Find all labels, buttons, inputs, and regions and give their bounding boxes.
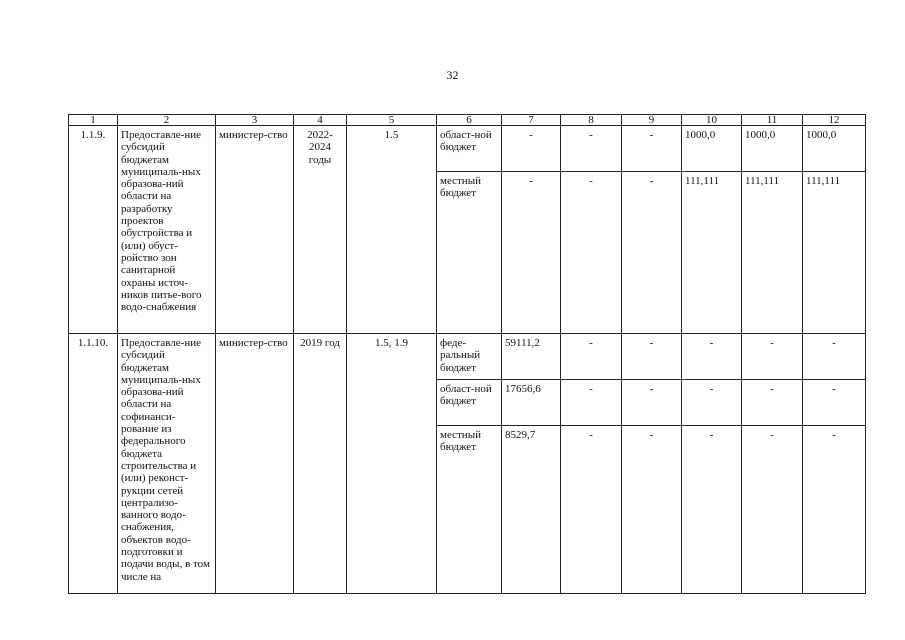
row-description: Предоставле-ние субсидий бюджетам муниципаль-ных образова-ний области на софинанси-рование из федерального бюджета строительства и (или) реконст-рукции сетей централизо-ванного водо-снабжения, объектов водо-подготовки и подачи воды, в том числе на [118, 334, 216, 594]
value-cell: - [502, 172, 561, 334]
value-cell: 111,111 [742, 172, 803, 334]
value-cell: - [622, 126, 682, 172]
row-description: Предоставле-ние субсидий бюджетам муниципаль-ных образова-ний области на разработку проектов обустройства и (или) обуст-ройство зон санитарной охраны источ-ников питье-вого водо-снабжения [118, 126, 216, 334]
row-indicator: 1.5 [347, 126, 437, 334]
value-cell: - [682, 380, 742, 426]
header-cell: 9 [622, 115, 682, 126]
header-cell: 5 [347, 115, 437, 126]
value-cell: - [682, 426, 742, 594]
header-cell: 1 [69, 115, 118, 126]
value-cell: 17656,6 [502, 380, 561, 426]
row-number: 1.1.9. [69, 126, 118, 334]
header-cell: 2 [118, 115, 216, 126]
table-row [69, 126, 866, 172]
value-cell: - [742, 426, 803, 594]
value-cell: - [682, 334, 742, 380]
header-cell: 7 [502, 115, 561, 126]
value-cell: - [561, 380, 622, 426]
value-cell: - [742, 334, 803, 380]
value-cell: - [622, 380, 682, 426]
value-cell: 8529,7 [502, 426, 561, 594]
header-cell: 8 [561, 115, 622, 126]
value-cell: 111,111 [682, 172, 742, 334]
header-cell: 12 [803, 115, 866, 126]
funding-source: област-ной бюджет [437, 380, 502, 426]
value-cell: - [622, 426, 682, 594]
row-period: 2022-2024 годы [294, 126, 347, 334]
header-cell: 3 [216, 115, 294, 126]
value-cell: 1000,0 [682, 126, 742, 172]
value-cell: - [622, 172, 682, 334]
header-cell: 6 [437, 115, 502, 126]
value-cell: - [561, 172, 622, 334]
value-cell: - [803, 426, 866, 594]
value-cell: 1000,0 [803, 126, 866, 172]
value-cell: 111,111 [803, 172, 866, 334]
value-cell: - [622, 334, 682, 380]
value-cell: - [803, 334, 866, 380]
value-cell: - [502, 126, 561, 172]
funding-source: област-ной бюджет [437, 126, 502, 172]
funding-source: местный бюджет [437, 426, 502, 594]
value-cell: 1000,0 [742, 126, 803, 172]
page-number: 32 [446, 68, 459, 82]
value-cell: - [561, 426, 622, 594]
row-period: 2019 год [294, 334, 347, 594]
header-cell: 11 [742, 115, 803, 126]
value-cell: - [561, 334, 622, 380]
funding-source: местный бюджет [437, 172, 502, 334]
header-row [69, 115, 866, 126]
funding-source: феде-ральный бюджет [437, 334, 502, 380]
value-cell: - [742, 380, 803, 426]
value-cell: - [561, 126, 622, 172]
value-cell: 59111,2 [502, 334, 561, 380]
header-cell: 10 [682, 115, 742, 126]
program-table [68, 114, 866, 594]
header-cell: 4 [294, 115, 347, 126]
row-indicator: 1.5, 1.9 [347, 334, 437, 594]
row-number: 1.1.10. [69, 334, 118, 594]
value-cell: - [803, 380, 866, 426]
row-executor: министер-ство [216, 126, 294, 334]
table-row [69, 334, 866, 380]
row-executor: министер-ство [216, 334, 294, 594]
